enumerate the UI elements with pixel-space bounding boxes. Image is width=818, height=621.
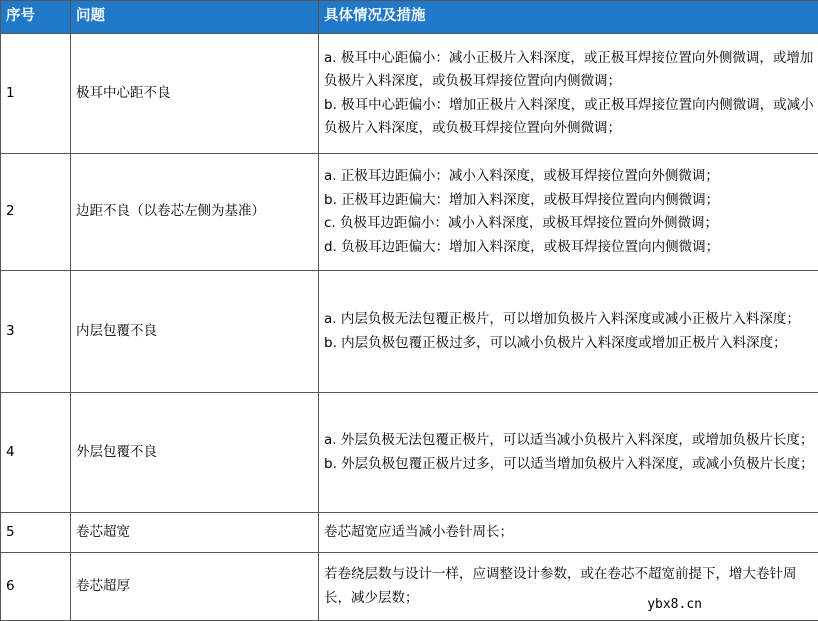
row-measures (319, 34, 818, 154)
row-number: 6 (1, 553, 71, 621)
table-row (1, 271, 818, 393)
row-issue: 内层包覆不良 (71, 271, 319, 393)
table-row (1, 154, 818, 271)
row-issue: 卷芯超厚 (71, 553, 319, 621)
measure-line: a. 内层负极无法包覆正极片，可以增加负极片入料深度或减小正极片入料深度； (324, 308, 814, 332)
row-measures (319, 271, 818, 393)
measure-line: b. 正极耳边距偏大：增加入料深度，或极耳焊接位置向内侧微调； (324, 189, 814, 213)
header-issue: 问题 (71, 1, 319, 34)
table-row (1, 34, 818, 154)
row-issue: 外层包覆不良 (71, 393, 319, 513)
row-measures (319, 513, 818, 553)
measure-line: d. 负极耳边距偏大：增加入料深度，或极耳焊接位置向内侧微调； (324, 236, 814, 260)
header-no: 序号 (1, 1, 71, 34)
measure-line: a. 极耳中心距偏小：减小正极片入料深度，或正极耳焊接位置向外侧微调，或增加负极片入料深度，或负极耳焊接位置向内侧微调； (324, 47, 814, 94)
row-number: 3 (1, 271, 71, 393)
table-header-row (1, 1, 818, 34)
row-number: 1 (1, 34, 71, 154)
watermark-text: ybx8.cn (645, 597, 704, 612)
row-measures (319, 553, 818, 621)
measure-line: b. 内层负极包覆正极过多，可以减小负极片入料深度或增加正极片入料深度； (324, 332, 814, 356)
measure-line: 卷芯超宽应适当减小卷针周长； (324, 521, 814, 545)
row-measures (319, 393, 818, 513)
row-number: 4 (1, 393, 71, 513)
row-issue: 卷芯超宽 (71, 513, 319, 553)
row-issue: 边距不良（以卷芯左侧为基准） (71, 154, 319, 271)
table-row (1, 393, 818, 513)
row-measures (319, 154, 818, 271)
row-issue: 极耳中心距不良 (71, 34, 319, 154)
table-row (1, 513, 818, 553)
measure-line: a. 正极耳边距偏小：减小入料深度，或极耳焊接位置向外侧微调； (324, 165, 814, 189)
measure-line: a. 外层负极无法包覆正极片，可以适当减小负极片入料深度，或增加负极片长度； (324, 429, 814, 453)
measure-line: c. 负极耳边距偏小：减小入料深度，或极耳焊接位置向外侧微调； (324, 212, 814, 236)
measure-line: b. 极耳中心距偏小：增加正极片入料深度，或正极耳焊接位置向内侧微调，或减小负极片入料深度，或负极耳焊接位置向外侧微调； (324, 94, 814, 141)
row-number: 5 (1, 513, 71, 553)
measure-line: b. 外层负极包覆正极片过多，可以适当增加负极片入料深度，或减小负极片长度； (324, 453, 814, 477)
header-measures: 具体情况及措施 (319, 1, 818, 34)
row-number: 2 (1, 154, 71, 271)
measure-line: 若卷绕层数与设计一样，应调整设计参数，或在卷芯不超宽前提下，增大卷针周长，减少层数； (324, 563, 814, 610)
